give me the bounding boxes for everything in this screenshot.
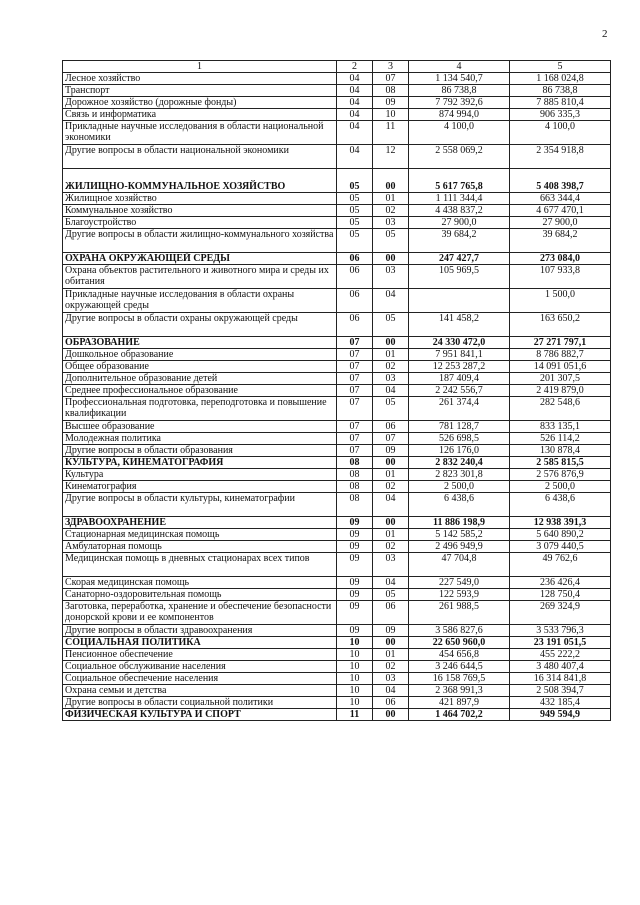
row-amount-col4: 1 111 344,4 [409, 193, 510, 205]
header-col-2: 2 [337, 61, 373, 73]
row-subsection-code: 04 [373, 289, 409, 313]
row-subsection-code: 06 [373, 601, 409, 625]
row-name: Лесное хозяйство [63, 73, 337, 85]
row-name: Общее образование [63, 361, 337, 373]
table-row [63, 661, 611, 673]
row-section-code: 10 [337, 661, 373, 673]
section-row [63, 517, 611, 529]
header-col-4: 4 [409, 61, 510, 73]
table-row [63, 361, 611, 373]
table-row [63, 385, 611, 397]
row-name: Другие вопросы в области здравоохранения [63, 625, 337, 637]
row-name: Культура [63, 469, 337, 481]
table-row [63, 193, 611, 205]
table-row [63, 445, 611, 457]
row-subsection-code: 03 [373, 217, 409, 229]
row-name: Кинематография [63, 481, 337, 493]
row-amount-col4: 4 100,0 [409, 121, 510, 145]
row-section-code: 06 [337, 289, 373, 313]
section-row [63, 457, 611, 469]
row-section-code: 04 [337, 97, 373, 109]
table-row [63, 553, 611, 577]
header-col-1: 1 [63, 61, 337, 73]
row-amount-col4: 47 704,8 [409, 553, 510, 577]
row-amount-col5: 49 762,6 [510, 553, 611, 577]
table-body [63, 73, 611, 721]
row-section-code: 06 [337, 265, 373, 289]
row-amount-col5: 86 738,8 [510, 85, 611, 97]
row-amount-col4: 187 409,4 [409, 373, 510, 385]
row-name: КУЛЬТУРА, КИНЕМАТОГРАФИЯ [63, 457, 337, 469]
row-amount-col4: 1 464 702,2 [409, 709, 510, 721]
row-name: Другие вопросы в области национальной экономики [63, 145, 337, 169]
row-amount-col5: 432 185,4 [510, 697, 611, 709]
row-amount-col5: 16 314 841,8 [510, 673, 611, 685]
row-amount-col4: 1 134 540,7 [409, 73, 510, 85]
row-amount-col5: 27 900,0 [510, 217, 611, 229]
table-row [63, 73, 611, 85]
row-section-code: 06 [337, 313, 373, 337]
row-name: Стационарная медицинская помощь [63, 529, 337, 541]
row-subsection-code: 02 [373, 205, 409, 217]
section-row [63, 709, 611, 721]
row-section-code: 07 [337, 337, 373, 349]
row-subsection-code: 03 [373, 553, 409, 577]
row-section-code: 05 [337, 193, 373, 205]
row-section-code: 07 [337, 385, 373, 397]
table-row [63, 145, 611, 169]
table-row [63, 229, 611, 253]
row-name: Дорожное хозяйство (дорожные фонды) [63, 97, 337, 109]
header-col-5: 5 [510, 61, 611, 73]
row-section-code: 05 [337, 205, 373, 217]
row-subsection-code: 01 [373, 193, 409, 205]
row-amount-col5: 2 576 876,9 [510, 469, 611, 481]
row-amount-col5: 5 408 398,7 [510, 169, 611, 193]
table-row [63, 649, 611, 661]
row-name: ОХРАНА ОКРУЖАЮЩЕЙ СРЕДЫ [63, 253, 337, 265]
row-name: Коммунальное хозяйство [63, 205, 337, 217]
row-name: Благоустройство [63, 217, 337, 229]
row-amount-col5: 273 084,0 [510, 253, 611, 265]
row-subsection-code: 00 [373, 457, 409, 469]
row-name: Дополнительное образование детей [63, 373, 337, 385]
row-amount-col4: 261 374,4 [409, 397, 510, 421]
row-subsection-code: 07 [373, 433, 409, 445]
row-section-code: 08 [337, 469, 373, 481]
row-section-code: 07 [337, 361, 373, 373]
table-row [63, 481, 611, 493]
table-row [63, 349, 611, 361]
table-row [63, 265, 611, 289]
row-amount-col5: 4 677 470,1 [510, 205, 611, 217]
row-amount-col4: 247 427,7 [409, 253, 510, 265]
table-row [63, 673, 611, 685]
row-section-code: 09 [337, 541, 373, 553]
row-section-code: 09 [337, 517, 373, 529]
table-row [63, 121, 611, 145]
row-section-code: 07 [337, 373, 373, 385]
header-col-3: 3 [373, 61, 409, 73]
row-name: Другие вопросы в области культуры, кинематографии [63, 493, 337, 517]
table-row [63, 577, 611, 589]
row-amount-col4: 454 656,8 [409, 649, 510, 661]
row-subsection-code: 05 [373, 397, 409, 421]
row-section-code: 10 [337, 673, 373, 685]
row-name: Другие вопросы в области образования [63, 445, 337, 457]
row-section-code: 07 [337, 397, 373, 421]
table-row [63, 397, 611, 421]
row-amount-col4: 261 988,5 [409, 601, 510, 625]
row-section-code: 09 [337, 577, 373, 589]
row-subsection-code: 11 [373, 121, 409, 145]
row-section-code: 04 [337, 121, 373, 145]
row-amount-col4: 2 823 301,8 [409, 469, 510, 481]
section-row [63, 169, 611, 193]
table-row [63, 205, 611, 217]
row-amount-col5: 130 878,4 [510, 445, 611, 457]
row-section-code: 04 [337, 145, 373, 169]
row-subsection-code: 07 [373, 73, 409, 85]
row-subsection-code: 01 [373, 649, 409, 661]
row-amount-col4: 16 158 769,5 [409, 673, 510, 685]
row-amount-col4: 227 549,0 [409, 577, 510, 589]
row-subsection-code: 00 [373, 253, 409, 265]
row-name: Прикладные научные исследования в области охраны окружающей среды [63, 289, 337, 313]
row-name: Связь и информатика [63, 109, 337, 121]
row-amount-col5: 455 222,2 [510, 649, 611, 661]
row-subsection-code: 12 [373, 145, 409, 169]
row-amount-col5: 23 191 051,5 [510, 637, 611, 649]
row-subsection-code: 04 [373, 685, 409, 697]
row-subsection-code: 02 [373, 481, 409, 493]
row-name: Другие вопросы в области охраны окружающей среды [63, 313, 337, 337]
row-amount-col4: 12 253 287,2 [409, 361, 510, 373]
row-name: Молодежная политика [63, 433, 337, 445]
row-amount-col4: 2 500,0 [409, 481, 510, 493]
row-amount-col5: 2 354 918,8 [510, 145, 611, 169]
table-row [63, 109, 611, 121]
row-subsection-code: 02 [373, 661, 409, 673]
row-section-code: 07 [337, 445, 373, 457]
row-amount-col4: 2 496 949,9 [409, 541, 510, 553]
row-subsection-code: 08 [373, 85, 409, 97]
row-name: Профессиональная подготовка, переподготовка и повышение квалификации [63, 397, 337, 421]
row-amount-col5: 6 438,6 [510, 493, 611, 517]
table-row [63, 697, 611, 709]
row-subsection-code: 01 [373, 349, 409, 361]
table-row [63, 85, 611, 97]
row-amount-col4: 2 832 240,4 [409, 457, 510, 469]
table-row [63, 373, 611, 385]
row-name: Прикладные научные исследования в области национальной экономики [63, 121, 337, 145]
row-amount-col4: 4 438 837,2 [409, 205, 510, 217]
row-amount-col5: 663 344,4 [510, 193, 611, 205]
row-name: Среднее профессиональное образование [63, 385, 337, 397]
table-row [63, 601, 611, 625]
row-section-code: 04 [337, 109, 373, 121]
row-name: Амбулаторная помощь [63, 541, 337, 553]
row-amount-col4: 2 242 556,7 [409, 385, 510, 397]
row-amount-col4: 874 994,0 [409, 109, 510, 121]
row-section-code: 08 [337, 493, 373, 517]
section-row [63, 253, 611, 265]
budget-table [62, 60, 611, 721]
row-name: Охрана объектов растительного и животного мира и среды их обитания [63, 265, 337, 289]
row-subsection-code: 09 [373, 625, 409, 637]
row-amount-col5: 5 640 890,2 [510, 529, 611, 541]
table-row [63, 97, 611, 109]
row-section-code: 10 [337, 697, 373, 709]
row-name: ФИЗИЧЕСКАЯ КУЛЬТУРА И СПОРТ [63, 709, 337, 721]
row-amount-col5: 3 533 796,3 [510, 625, 611, 637]
table-row [63, 685, 611, 697]
row-name: ОБРАЗОВАНИЕ [63, 337, 337, 349]
row-section-code: 07 [337, 349, 373, 361]
row-section-code: 10 [337, 637, 373, 649]
row-subsection-code: 05 [373, 229, 409, 253]
row-amount-col4: 2 558 069,2 [409, 145, 510, 169]
row-amount-col5: 236 426,4 [510, 577, 611, 589]
table-row [63, 493, 611, 517]
row-subsection-code: 01 [373, 469, 409, 481]
row-amount-col4: 3 586 827,6 [409, 625, 510, 637]
row-amount-col5: 128 750,4 [510, 589, 611, 601]
table-row [63, 421, 611, 433]
row-amount-col4: 39 684,2 [409, 229, 510, 253]
row-amount-col4: 7 792 392,6 [409, 97, 510, 109]
row-name: Транспорт [63, 85, 337, 97]
row-subsection-code: 02 [373, 361, 409, 373]
row-amount-col5: 2 585 815,5 [510, 457, 611, 469]
row-amount-col4: 5 617 765,8 [409, 169, 510, 193]
row-amount-col5: 201 307,5 [510, 373, 611, 385]
table-row [63, 313, 611, 337]
row-amount-col4: 5 142 585,2 [409, 529, 510, 541]
row-amount-col5: 3 480 407,4 [510, 661, 611, 673]
row-amount-col4: 105 969,5 [409, 265, 510, 289]
row-amount-col4: 3 246 644,5 [409, 661, 510, 673]
row-subsection-code: 04 [373, 385, 409, 397]
row-amount-col4: 421 897,9 [409, 697, 510, 709]
row-amount-col4: 86 738,8 [409, 85, 510, 97]
row-subsection-code: 05 [373, 589, 409, 601]
row-name: Дошкольное образование [63, 349, 337, 361]
row-amount-col5: 39 684,2 [510, 229, 611, 253]
section-row [63, 337, 611, 349]
row-subsection-code: 04 [373, 577, 409, 589]
row-amount-col5: 2 508 394,7 [510, 685, 611, 697]
row-subsection-code: 01 [373, 529, 409, 541]
row-amount-col5: 949 594,9 [510, 709, 611, 721]
row-amount-col5: 2 500,0 [510, 481, 611, 493]
row-amount-col5: 107 933,8 [510, 265, 611, 289]
row-amount-col5: 833 135,1 [510, 421, 611, 433]
row-name: Высшее образование [63, 421, 337, 433]
row-section-code: 08 [337, 481, 373, 493]
row-subsection-code: 10 [373, 109, 409, 121]
table-row [63, 529, 611, 541]
row-subsection-code: 09 [373, 97, 409, 109]
row-section-code: 05 [337, 169, 373, 193]
row-subsection-code: 00 [373, 337, 409, 349]
row-amount-col4: 2 368 991,3 [409, 685, 510, 697]
row-section-code: 09 [337, 589, 373, 601]
row-section-code: 06 [337, 253, 373, 265]
row-section-code: 09 [337, 625, 373, 637]
row-subsection-code: 03 [373, 373, 409, 385]
row-amount-col5: 906 335,3 [510, 109, 611, 121]
row-amount-col5: 163 650,2 [510, 313, 611, 337]
row-section-code: 04 [337, 85, 373, 97]
row-amount-col5: 12 938 391,3 [510, 517, 611, 529]
row-amount-col5: 1 168 024,8 [510, 73, 611, 85]
row-amount-col4: 141 458,2 [409, 313, 510, 337]
row-amount-col4: 11 886 198,9 [409, 517, 510, 529]
table-row [63, 289, 611, 313]
section-row [63, 637, 611, 649]
row-subsection-code: 06 [373, 421, 409, 433]
row-section-code: 09 [337, 601, 373, 625]
header-row [63, 61, 611, 73]
row-amount-col4: 781 128,7 [409, 421, 510, 433]
row-name: Санаторно-оздоровительная помощь [63, 589, 337, 601]
table-row [63, 217, 611, 229]
row-amount-col4: 22 650 960,0 [409, 637, 510, 649]
row-subsection-code: 03 [373, 265, 409, 289]
row-name: СОЦИАЛЬНАЯ ПОЛИТИКА [63, 637, 337, 649]
row-amount-col5: 27 271 797,1 [510, 337, 611, 349]
row-section-code: 08 [337, 457, 373, 469]
row-amount-col5: 2 419 879,0 [510, 385, 611, 397]
row-section-code: 09 [337, 553, 373, 577]
page-number: 2 [602, 28, 608, 40]
row-amount-col5: 4 100,0 [510, 121, 611, 145]
table-row [63, 433, 611, 445]
row-amount-col4: 122 593,9 [409, 589, 510, 601]
row-subsection-code: 02 [373, 541, 409, 553]
row-subsection-code: 00 [373, 637, 409, 649]
row-name: Жилищное хозяйство [63, 193, 337, 205]
row-section-code: 07 [337, 433, 373, 445]
row-amount-col5: 269 324,9 [510, 601, 611, 625]
row-amount-col5: 7 885 810,4 [510, 97, 611, 109]
row-subsection-code: 00 [373, 517, 409, 529]
row-amount-col5: 282 548,6 [510, 397, 611, 421]
row-section-code: 11 [337, 709, 373, 721]
row-name: ЗДРАВООХРАНЕНИЕ [63, 517, 337, 529]
row-amount-col4: 126 176,0 [409, 445, 510, 457]
row-name: Социальное обслуживание населения [63, 661, 337, 673]
row-amount-col5: 3 079 440,5 [510, 541, 611, 553]
row-amount-col4: 6 438,6 [409, 493, 510, 517]
row-amount-col5: 526 114,2 [510, 433, 611, 445]
row-section-code: 07 [337, 421, 373, 433]
row-amount-col5: 14 091 051,6 [510, 361, 611, 373]
table-row [63, 589, 611, 601]
row-amount-col4: 24 330 472,0 [409, 337, 510, 349]
row-section-code: 05 [337, 229, 373, 253]
table-row [63, 469, 611, 481]
row-subsection-code: 06 [373, 697, 409, 709]
row-name: Другие вопросы в области социальной политики [63, 697, 337, 709]
row-name: Другие вопросы в области жилищно-коммунального хозяйства [63, 229, 337, 253]
row-subsection-code: 03 [373, 673, 409, 685]
row-amount-col4: 27 900,0 [409, 217, 510, 229]
row-amount-col5: 8 786 882,7 [510, 349, 611, 361]
row-amount-col5: 1 500,0 [510, 289, 611, 313]
row-subsection-code: 09 [373, 445, 409, 457]
row-name: Охрана семьи и детства [63, 685, 337, 697]
row-name: Медицинская помощь в дневных стационарах всех типов [63, 553, 337, 577]
row-subsection-code: 04 [373, 493, 409, 517]
row-section-code: 05 [337, 217, 373, 229]
row-name: Заготовка, переработка, хранение и обеспечение безопасности донорской крови и ее компонентов [63, 601, 337, 625]
row-name: Пенсионное обеспечение [63, 649, 337, 661]
table-row [63, 541, 611, 553]
table-row [63, 625, 611, 637]
row-subsection-code: 05 [373, 313, 409, 337]
row-subsection-code: 00 [373, 169, 409, 193]
row-amount-col4 [409, 289, 510, 313]
row-amount-col4: 526 698,5 [409, 433, 510, 445]
row-subsection-code: 00 [373, 709, 409, 721]
row-section-code: 10 [337, 649, 373, 661]
row-name: Социальное обеспечение населения [63, 673, 337, 685]
row-section-code: 09 [337, 529, 373, 541]
row-name: Скорая медицинская помощь [63, 577, 337, 589]
row-name: ЖИЛИЩНО-КОММУНАЛЬНОЕ ХОЗЯЙСТВО [63, 169, 337, 193]
row-amount-col4: 7 951 841,1 [409, 349, 510, 361]
row-section-code: 10 [337, 685, 373, 697]
row-section-code: 04 [337, 73, 373, 85]
